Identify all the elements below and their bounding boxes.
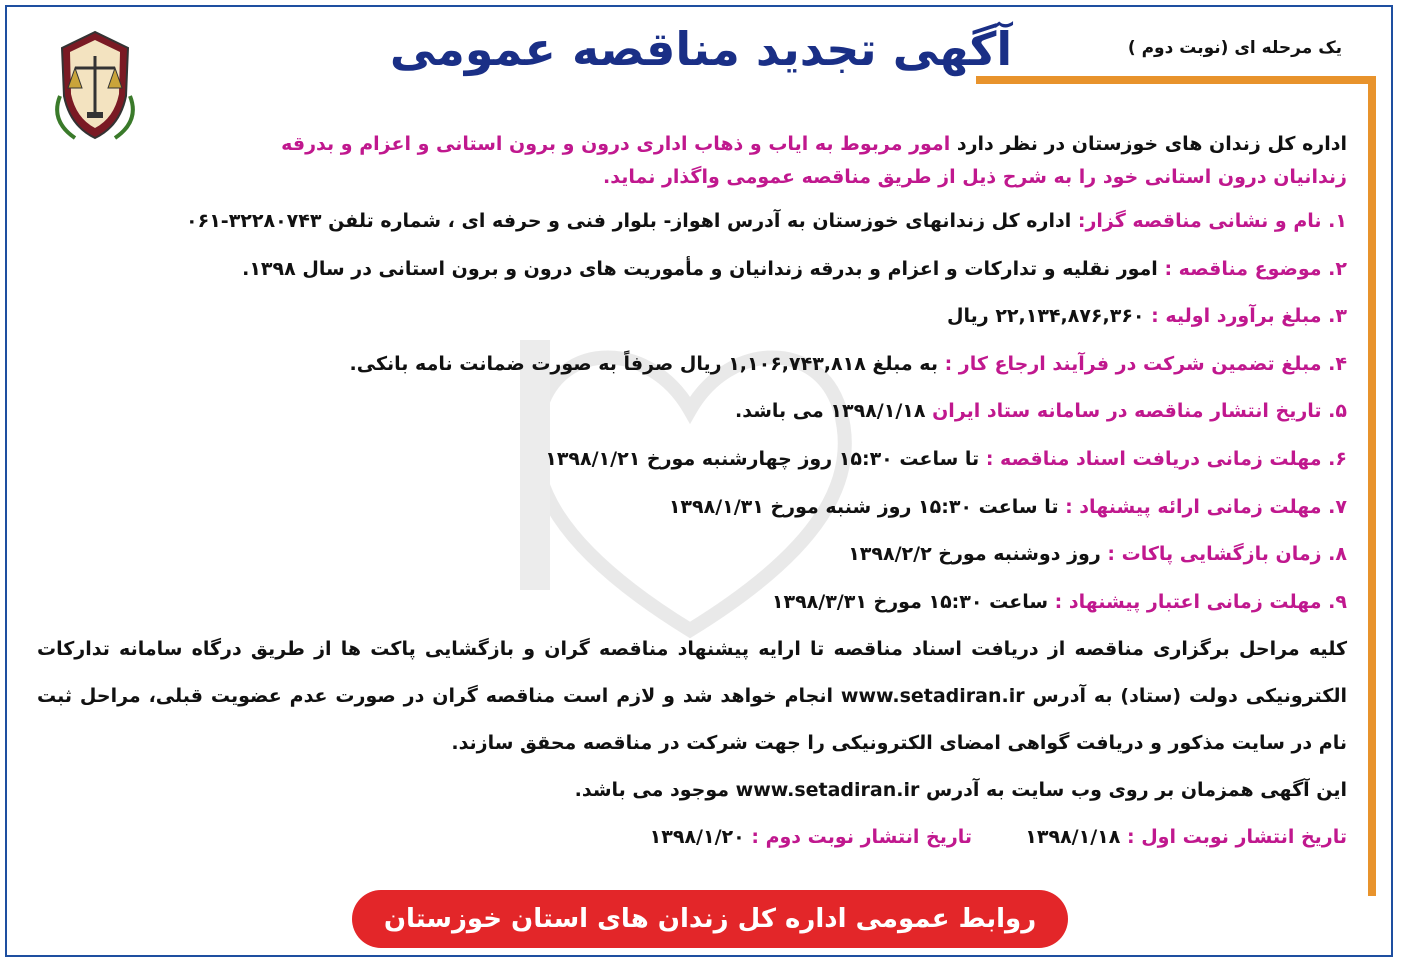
- procedure-notice: کلیه مراحل برگزاری مناقصه از دریافت اسناد مناقصه تا ارایه پیشنهاد مناقصه گران و بازگشایی پاکت ها از طریق درگاه سامانه تدارکات الکترونیکی دولت (ستاد) به آدرس www.setadiran.ir انجام خواهد شد و لازم است مناقصه گران در صورت عدم عضویت قبلی، مراحل ثبت نام در سایت مذکور و دریافت گواهی امضای الکترونیکی را جهت شرکت در مناقصه محقق سازند.: [37, 638, 1347, 755]
- first-date-label: تاریخ انتشار نوبت اول :: [1126, 826, 1347, 849]
- list-item: [37, 436, 1347, 484]
- list-item: [37, 341, 1347, 389]
- item-label: ۵. تاریخ انتشار مناقصه در سامانه ستاد ایران: [932, 400, 1347, 423]
- intro-part2: امور مربوط به ایاب و ذهاب اداری درون و برون استانی و اعزام و بدرقه: [281, 133, 951, 155]
- item-value: ساعت ۱۵:۳۰ مورخ ۱۳۹۸/۳/۳۱: [771, 590, 1049, 613]
- tender-content: [37, 128, 1347, 860]
- second-date-value: ۱۳۹۸/۱/۲۰: [649, 826, 745, 849]
- website-notice: این آگهی همزمان بر روی وب سایت به آدرس www.setadiran.ir موجود می باشد.: [574, 779, 1347, 802]
- second-date-label: تاریخ انتشار نوبت دوم :: [751, 826, 973, 849]
- item-value: اداره کل زندانهای خوزستان به آدرس اهواز- بلوار فنی و حرفه ای ، شماره تلفن ۳۲۲۸۰۷۴۳-۰۶۱: [186, 210, 1072, 232]
- public-relations-banner: روابط عمومی اداره کل زندان های استان خوزستان: [352, 890, 1068, 948]
- item-label: ۹. مهلت زمانی اعتبار پیشنهاد :: [1054, 590, 1347, 613]
- publication-dates: [37, 814, 1347, 860]
- item-value: روز دوشنبه مورخ ۱۳۹۸/۲/۲: [848, 543, 1101, 566]
- intro-part1: اداره کل زندان های خوزستان در نظر دارد: [950, 133, 1347, 155]
- list-item: [37, 579, 1347, 627]
- accent-bar-right: [1368, 76, 1376, 896]
- item-label: ۲. موضوع مناقصه :: [1164, 257, 1347, 280]
- list-item: [37, 531, 1347, 579]
- intro-paragraph: [37, 128, 1347, 194]
- item-value: ۱۳۹۸/۱/۱۸ می باشد.: [735, 400, 926, 423]
- accent-bar-top: [976, 76, 1376, 84]
- item-value: به مبلغ ۱,۱۰۶,۷۴۳,۸۱۸ ریال صرفاً به صورت ضمانت نامه بانکی.: [349, 352, 938, 375]
- item-label: ۳. مبلغ برآورد اولیه :: [1151, 305, 1347, 328]
- item-value: تا ساعت ۱۵:۳۰ روز چهارشنبه مورخ ۱۳۹۸/۱/۲۱: [545, 447, 980, 470]
- item-label: ۸. زمان بازگشایی پاکات :: [1107, 543, 1347, 566]
- list-item: [37, 388, 1347, 436]
- tender-items-list: [37, 198, 1347, 626]
- list-item: [37, 198, 1347, 246]
- list-item: [37, 484, 1347, 532]
- list-item: [37, 293, 1347, 341]
- item-value: ۲۲,۱۳۴,۸۷۶,۳۶۰ ریال: [947, 305, 1145, 328]
- tender-stage-note: یک مرحله ای (نوبت دوم ): [1127, 38, 1342, 58]
- list-item: [37, 246, 1347, 294]
- item-label: ۷. مهلت زمانی ارائه پیشنهاد :: [1065, 495, 1347, 518]
- page-title: آگهی تجدید مناقصه عمومی: [389, 22, 1013, 76]
- intro-part3: زندانیان درون استانی خود را به شرح ذیل از طریق مناقصه عمومی واگذار نماید.: [603, 166, 1347, 188]
- item-label: ۴. مبلغ تضمین شرکت در فرآیند ارجاع کار :: [944, 352, 1347, 375]
- item-value: تا ساعت ۱۵:۳۰ روز شنبه مورخ ۱۳۹۸/۱/۳۱: [668, 495, 1059, 518]
- item-label: ۱. نام و نشانی مناقصه گزار:: [1077, 210, 1347, 232]
- item-value: امور نقلیه و تدارکات و اعزام و بدرقه زندانیان و مأموریت های درون و برون استانی در سال ۱۳۹۸.: [242, 257, 1158, 280]
- item-label: ۶. مهلت زمانی دریافت اسناد مناقصه :: [985, 447, 1347, 470]
- first-date-value: ۱۳۹۸/۱/۱۸: [1025, 826, 1121, 849]
